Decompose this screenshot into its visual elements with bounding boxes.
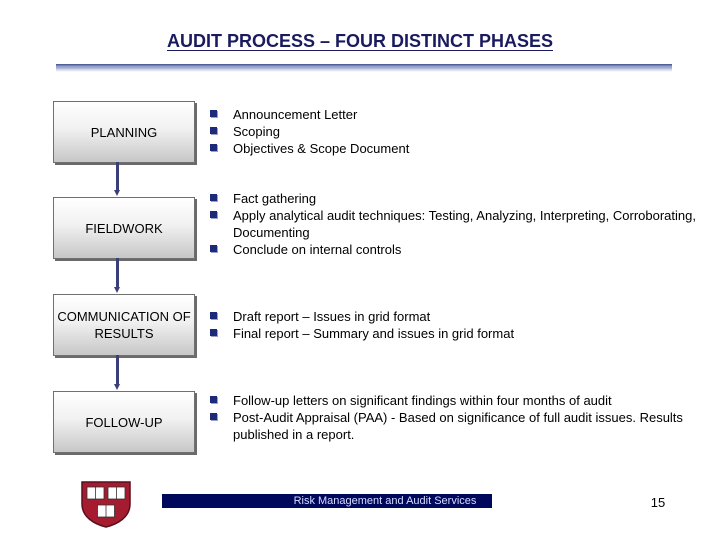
follow-up-bullet-list: [207, 392, 697, 443]
bullet-square-icon: [210, 413, 217, 420]
planning-bullet-list: [207, 106, 697, 157]
bullet-square-icon: [210, 211, 217, 218]
bullet-square-icon: [210, 194, 217, 201]
bullet-square-icon: [210, 245, 217, 252]
page-number: 15: [650, 495, 666, 510]
connector-arrow-3: [114, 355, 121, 390]
bullet-square-icon: [210, 312, 217, 319]
bullet-square-icon: [210, 396, 217, 403]
connector-arrow-1: [114, 162, 121, 196]
bullet-square-icon: [210, 127, 217, 134]
phase-box-follow-up: [53, 391, 195, 453]
list-item: Announcement Letter: [207, 106, 697, 123]
list-item: Draft report – Issues in grid format: [207, 308, 697, 325]
phase-box-planning: [53, 101, 195, 163]
phase-label-follow-up: FOLLOW-UP: [85, 414, 163, 430]
page-title: AUDIT PROCESS – FOUR DISTINCT PHASES: [166, 31, 554, 51]
list-item: Scoping: [207, 123, 697, 140]
bullet-square-icon: [210, 329, 217, 336]
bullet-square-icon: [210, 110, 217, 117]
phase-label-planning: PLANNING: [90, 124, 158, 140]
phase-label-fieldwork: FIELDWORK: [85, 220, 163, 236]
phase-label-communication: COMMUNICATION OF RESULTS: [57, 309, 191, 341]
phase-box-fieldwork: [53, 197, 195, 259]
list-item: Post-Audit Appraisal (PAA) - Based on significance of full audit issues. Results published in a report.: [207, 409, 697, 443]
connector-arrow-2: [114, 258, 121, 293]
bullet-square-icon: [210, 144, 217, 151]
list-item: Conclude on internal controls: [207, 241, 697, 258]
list-item: Apply analytical audit techniques: Testing, Analyzing, Interpreting, Corroborating, Documenting: [207, 207, 697, 241]
list-item: Final report – Summary and issues in grid format: [207, 325, 697, 342]
communication-bullet-list: [207, 308, 697, 342]
list-item: Fact gathering: [207, 190, 697, 207]
fieldwork-bullet-list: [207, 190, 697, 258]
footer-text: Risk Management and Audit Services: [293, 495, 477, 507]
list-item: Objectives & Scope Document: [207, 140, 697, 157]
phase-box-communication: [53, 294, 195, 356]
list-item: Follow-up letters on significant findings within four months of audit: [207, 392, 697, 409]
harvard-shield-icon: [80, 480, 132, 528]
footer-banner: [162, 494, 492, 508]
title-rule-shadow: [56, 69, 672, 72]
